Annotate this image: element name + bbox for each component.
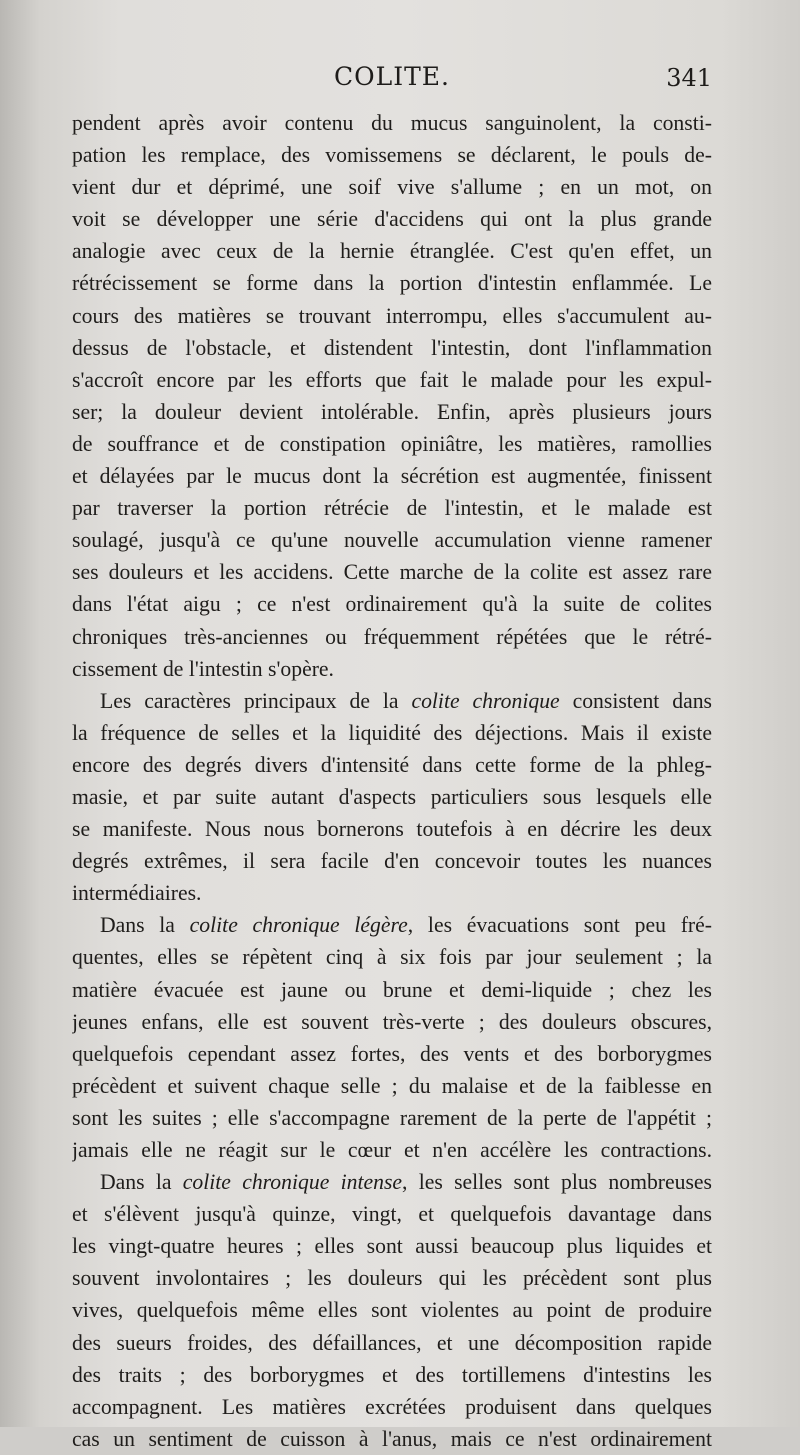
text-line: intermédiaires. <box>72 881 202 906</box>
text-line: souvent involontaires ; les douleurs qui les précèdent sont plus <box>72 1266 712 1291</box>
text-run: , les selles sont plus nombreuses <box>402 1170 712 1195</box>
text-line: soulagé, jusqu'à ce qu'une nouvelle accumulation vienne ramener <box>72 528 712 553</box>
body-text <box>72 107 712 1455</box>
text-line: cours des matières se trouvant interrompu, elles s'accumulent au- <box>72 303 712 328</box>
text-line: se manifeste. Nous nous bornerons toutefois à en décrire les deux <box>72 817 712 842</box>
text-line: jamais elle ne réagit sur le cœur et n'en accélère les contractions. <box>72 1138 712 1162</box>
text-line: quelquefois cependant assez fortes, des vents et des borborygmes <box>72 1041 712 1066</box>
text-line: la fréquence de selles et la liquidité des déjections. Mais il existe <box>72 720 712 745</box>
text-line <box>72 909 712 941</box>
text-line: sont les suites ; elle s'accompagne rarement de la perte de l'appétit ; <box>72 1105 712 1130</box>
running-title: COLITE. <box>334 62 450 91</box>
italic-term: colite chronique <box>411 688 560 713</box>
text-line: s'accroît encore par les efforts que fait le malade pour les expul- <box>72 367 712 392</box>
text-line: encore des degrés divers d'intensité dans cette forme de la phleg- <box>72 752 712 777</box>
text-line: cas un sentiment de cuisson à l'anus, mais ce n'est ordinairement <box>72 1426 712 1451</box>
text-line: degrés extrêmes, il sera facile d'en concevoir toutes les nuances <box>72 849 712 874</box>
text-run: Dans la <box>100 1170 183 1195</box>
text-line: par traverser la portion rétrécie de l'intestin, et le malade est <box>72 496 712 521</box>
text-line: analogie avec ceux de la hernie étranglée. C'est qu'en effet, un <box>72 239 712 264</box>
text-line: dans l'état aigu ; ce n'est ordinairement qu'à la suite de colites <box>72 592 712 617</box>
text-line <box>72 1166 712 1198</box>
text-line: ses douleurs et les accidens. Cette marche de la colite est assez rare <box>72 560 712 585</box>
text-line: jeunes enfans, elle est souvent très-verte ; des douleurs obscures, <box>72 1009 712 1034</box>
text-line: précèdent et suivent chaque selle ; du malaise et de la faiblesse en <box>72 1073 712 1098</box>
text-line: pendent après avoir contenu du mucus sanguinolent, la consti- <box>72 111 712 135</box>
page-number: 341 <box>666 64 712 92</box>
text-run: Les caractères principaux de la <box>100 688 412 713</box>
italic-term: colite chronique intense <box>182 1170 403 1195</box>
text-run: Dans la <box>100 913 190 938</box>
text-line: de souffrance et de constipation opiniâtre, les matières, ramollies <box>72 431 712 456</box>
text-line: quentes, elles se répètent cinq à six fois par jour seulement ; la <box>72 945 712 970</box>
text-line: pation les remplace, des vomissemens se déclarent, le pouls de- <box>72 143 712 168</box>
italic-term: colite chronique légère <box>189 913 408 938</box>
text-line: matière évacuée est jaune ou brune et demi-liquide ; chez les <box>72 977 712 1002</box>
text-line: vives, quelquefois même elles sont violentes au point de produire <box>72 1298 712 1323</box>
text-run: , les évacuations sont peu fré- <box>407 913 712 938</box>
text-line <box>72 685 712 717</box>
text-line: et délayées par le mucus dont la sécrétion est augmentée, finissent <box>72 464 712 489</box>
text-line: des sueurs froides, des défaillances, et une décomposition rapide <box>72 1330 712 1355</box>
text-line: accompagnent. Les matières excrétées produisent dans quelques <box>72 1394 712 1419</box>
text-run: consistent dans <box>559 688 712 713</box>
text-line: dessus de l'obstacle, et distendent l'intestin, dont l'inflammation <box>72 335 712 360</box>
text-line: voit se développer une série d'accidens qui ont la plus grande <box>72 207 712 232</box>
text-line: masie, et par suite autant d'aspects particuliers sous lesquels elle <box>72 784 712 809</box>
text-line: cissement de l'intestin s'opère. <box>72 656 334 681</box>
text-line: des traits ; des borborygmes et des tortillemens d'intestins les <box>72 1362 712 1387</box>
text-line: les vingt-quatre heures ; elles sont aussi beaucoup plus liquides et <box>72 1234 712 1259</box>
text-line: ser; la douleur devient intolérable. Enfin, après plusieurs jours <box>72 399 712 424</box>
text-line: vient dur et déprimé, une soif vive s'allume ; en un mot, on <box>72 175 712 200</box>
running-header <box>72 62 712 102</box>
text-line: rétrécissement se forme dans la portion d'intestin enflammée. Le <box>72 271 712 296</box>
text-line: et s'élèvent jusqu'à quinze, vingt, et quelquefois davantage dans <box>72 1202 712 1227</box>
text-line: chroniques très-anciennes ou fréquemment répétées que le rétré- <box>72 624 712 649</box>
